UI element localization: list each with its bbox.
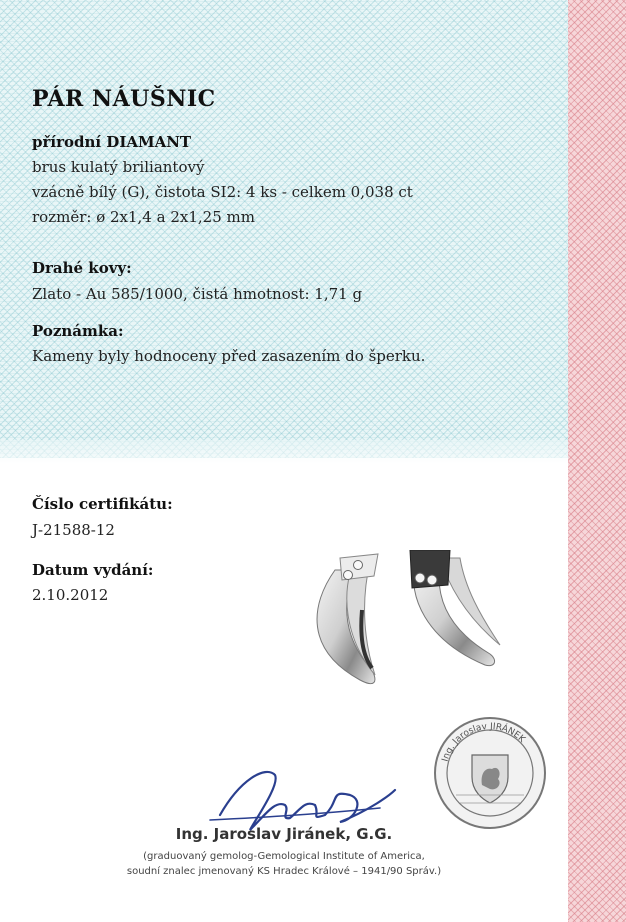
earrings-photo [300,550,510,700]
cert-number: J-21588-12 [32,521,115,539]
stone-cut: brus kulatý briliantový [32,158,205,176]
signatory-credentials-1: (graduovaný gemolog-Gemological Institute of America, [143,851,425,862]
issue-date: 2.10.2012 [32,586,109,604]
metals-line: Zlato - Au 585/1000, čistá hmotnost: 1,71 g [32,285,363,303]
svg-text:Ing. Jaroslav JIRÁNEK: Ing. Jaroslav JIRÁNEK [440,721,527,763]
signatory-credentials-2: soudní znalec jmenovaný KS Hradec Králové – 1941/90 Správ.) [126,866,442,877]
security-strip [568,0,626,922]
cert-number-heading: Číslo certifikátu: [32,495,173,513]
note-line: Kameny byly hodnoceny před zasazením do šperku. [32,347,426,365]
expert-seal-stamp [432,715,548,831]
signatory-name: Ing. Jaroslav Jiránek, G.G. [175,825,393,843]
note-heading: Poznámka: [32,322,124,340]
stone-size: rozměr: ø 2x1,4 a 2x1,25 mm [32,208,255,226]
metals-heading: Drahé kovy: [32,259,132,277]
issue-date-heading: Datum vydání: [32,561,154,579]
certificate-title: PÁR NÁUŠNIC [32,86,216,112]
stone-grade: vzácně bílý (G), čistota SI2: 4 ks - celkem 0,038 ct [32,183,413,201]
background-fade [0,440,568,464]
stone-heading: přírodní DIAMANT [32,133,192,151]
guilloche-background [0,0,568,458]
